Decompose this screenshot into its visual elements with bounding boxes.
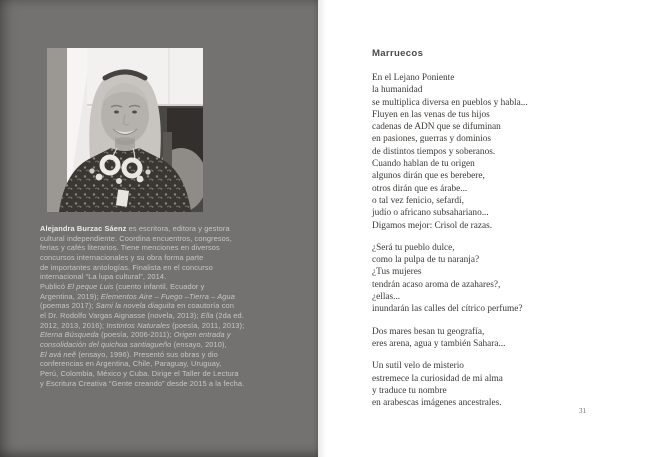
poem-line: y traduce tu nombre xyxy=(372,385,447,396)
poem-line: algunos dirán que es berebere, xyxy=(372,171,485,182)
poem-line: eres arena, agua y también Sahara... xyxy=(372,338,506,349)
bio-text: el Dr. Rodolfo Vargas Aignasse (novela, 2013); xyxy=(40,310,201,320)
bio-text: (ensayo, 2010), xyxy=(171,339,227,349)
bio-line xyxy=(40,263,312,273)
bio-text: de importantes antologías. Finalista en el concurso xyxy=(40,262,213,272)
bio-line xyxy=(40,321,312,331)
author-photo xyxy=(47,48,203,212)
bio-text: Argentina, 2019); xyxy=(40,291,101,301)
bio-line xyxy=(40,301,312,311)
work-title: Origen entrada y xyxy=(173,330,231,340)
bio-line xyxy=(40,359,312,369)
bio-line xyxy=(40,243,312,253)
left-page xyxy=(0,0,318,457)
bio-line xyxy=(40,282,312,292)
bio-text: (cuento infantil, Ecuador y xyxy=(113,281,205,291)
bio-line xyxy=(40,234,312,244)
poem-line: de distintos tiempos y soberanos. xyxy=(372,146,496,157)
poem-line: en arabescas imágenes ancestrales. xyxy=(372,398,502,409)
bio-text: Perú, Colombia, México y Cuba. Dirige el Taller de Lectura xyxy=(40,368,239,378)
poem-line: estremece la curiosidad de mi alma xyxy=(372,373,503,384)
work-title: Ella xyxy=(200,310,214,320)
bio-line xyxy=(40,224,312,234)
work-title: consolidación del quichua santiagueño xyxy=(40,339,172,349)
bio-line xyxy=(40,379,312,389)
bio-text: 2012, 2013, 2016); xyxy=(40,320,107,330)
bio-line xyxy=(40,350,312,360)
author-photo-svg xyxy=(47,48,203,212)
bio-line xyxy=(40,311,312,321)
poem-line: o tal vez fenicio, sefardí, xyxy=(372,195,464,206)
bio-line xyxy=(40,272,312,282)
bio-text: en coautoría con xyxy=(174,301,234,311)
work-title: El peque Luis xyxy=(67,281,114,291)
bio-line xyxy=(40,369,312,379)
poem-line: ¿Será tu pueblo dulce, xyxy=(372,242,455,253)
bio-line xyxy=(40,330,312,340)
poem-stanza xyxy=(372,360,528,409)
poem-line: como la pulpa de tu naranja? xyxy=(372,255,480,266)
work-title: El avá neẽ xyxy=(40,349,77,359)
poem-line: ¿ellas... xyxy=(372,292,401,303)
bio-line xyxy=(40,253,312,263)
eye-right xyxy=(132,111,137,114)
author-bio xyxy=(40,224,312,388)
right-page xyxy=(318,0,650,457)
bio-text: (poemas 2017); xyxy=(40,301,96,311)
poem-title: Marruecos xyxy=(372,48,424,59)
bio-line xyxy=(40,292,312,302)
bio-text: es escritora, editora y gestora xyxy=(126,224,230,233)
poem-line: cadenas de ADN que se difuminan xyxy=(372,122,501,133)
poem-line: judío o africano subsahariano... xyxy=(372,208,489,219)
bio-text: conferencias en Argentina, Chile, Paraguay, Uruguay, xyxy=(40,359,222,369)
bio-text: (poesía, 2006-2011); xyxy=(98,330,174,340)
poem-line: Fluyen en las venas de tus hijos xyxy=(372,109,490,120)
bio-text: Publicó xyxy=(40,281,68,291)
bio-text: cultural independiente. Coordina encuentros, congresos, xyxy=(40,233,232,243)
poem-line: Digamos mejor: Crisol de razas. xyxy=(372,220,493,231)
poem-stanza xyxy=(372,72,528,232)
author-name: Alejandra Burzac Sáenz xyxy=(40,224,127,233)
eye-left xyxy=(114,111,119,114)
bio-text: (ensayo, 1996). Presentó sus obras y dio xyxy=(76,349,218,359)
poem-line: inundarán las calles del cítrico perfume? xyxy=(372,304,523,315)
poem-line: ¿Tus mujeres xyxy=(372,267,422,278)
poem-line: Dos mares besan tu geografía, xyxy=(372,326,485,337)
poem-line: otros dirán que es árabe... xyxy=(372,183,468,194)
bio-text: concursos internacionales y su obra forma parte xyxy=(40,252,204,262)
poem-line: En el Lejano Poniente xyxy=(372,73,455,83)
poem-line: la humanidad xyxy=(372,85,423,96)
bio-text: y Escritura Creativa “Gente creando” desde 2015 a la fecha. xyxy=(40,378,245,388)
poem-line: tendrán acaso aroma de azahares?, xyxy=(372,279,501,290)
bio-text: internacional “La lupa cultural”, 2014. xyxy=(40,272,167,282)
work-title: Sami la novela diaguita xyxy=(95,301,175,311)
poem-body xyxy=(372,72,528,419)
bio-line xyxy=(40,340,312,350)
work-title: Eterna Búsqueda xyxy=(40,330,99,340)
work-title: Instintos Naturales xyxy=(106,320,170,330)
poem-stanza xyxy=(372,326,528,351)
page-number: 31 xyxy=(579,407,586,415)
poem-line: en pasiones, guerras y dominios xyxy=(372,134,492,145)
bio-text: (poesía, 2011, 2013); xyxy=(169,320,245,330)
poem-line: Un sutil velo de misterio xyxy=(372,361,464,372)
work-title: Elementos Aire – Fuego –Tierra – Agua xyxy=(100,291,235,301)
poem-line: Cuando hablan de tu origen xyxy=(372,159,475,170)
bio-text: ferias y cafés literarios. Tiene menciones en diversos xyxy=(40,243,220,253)
poem-line: se multiplica diversa en pueblos y habla... xyxy=(372,97,528,108)
poem-stanza xyxy=(372,242,528,316)
bio-text: (2da ed. xyxy=(213,310,244,320)
